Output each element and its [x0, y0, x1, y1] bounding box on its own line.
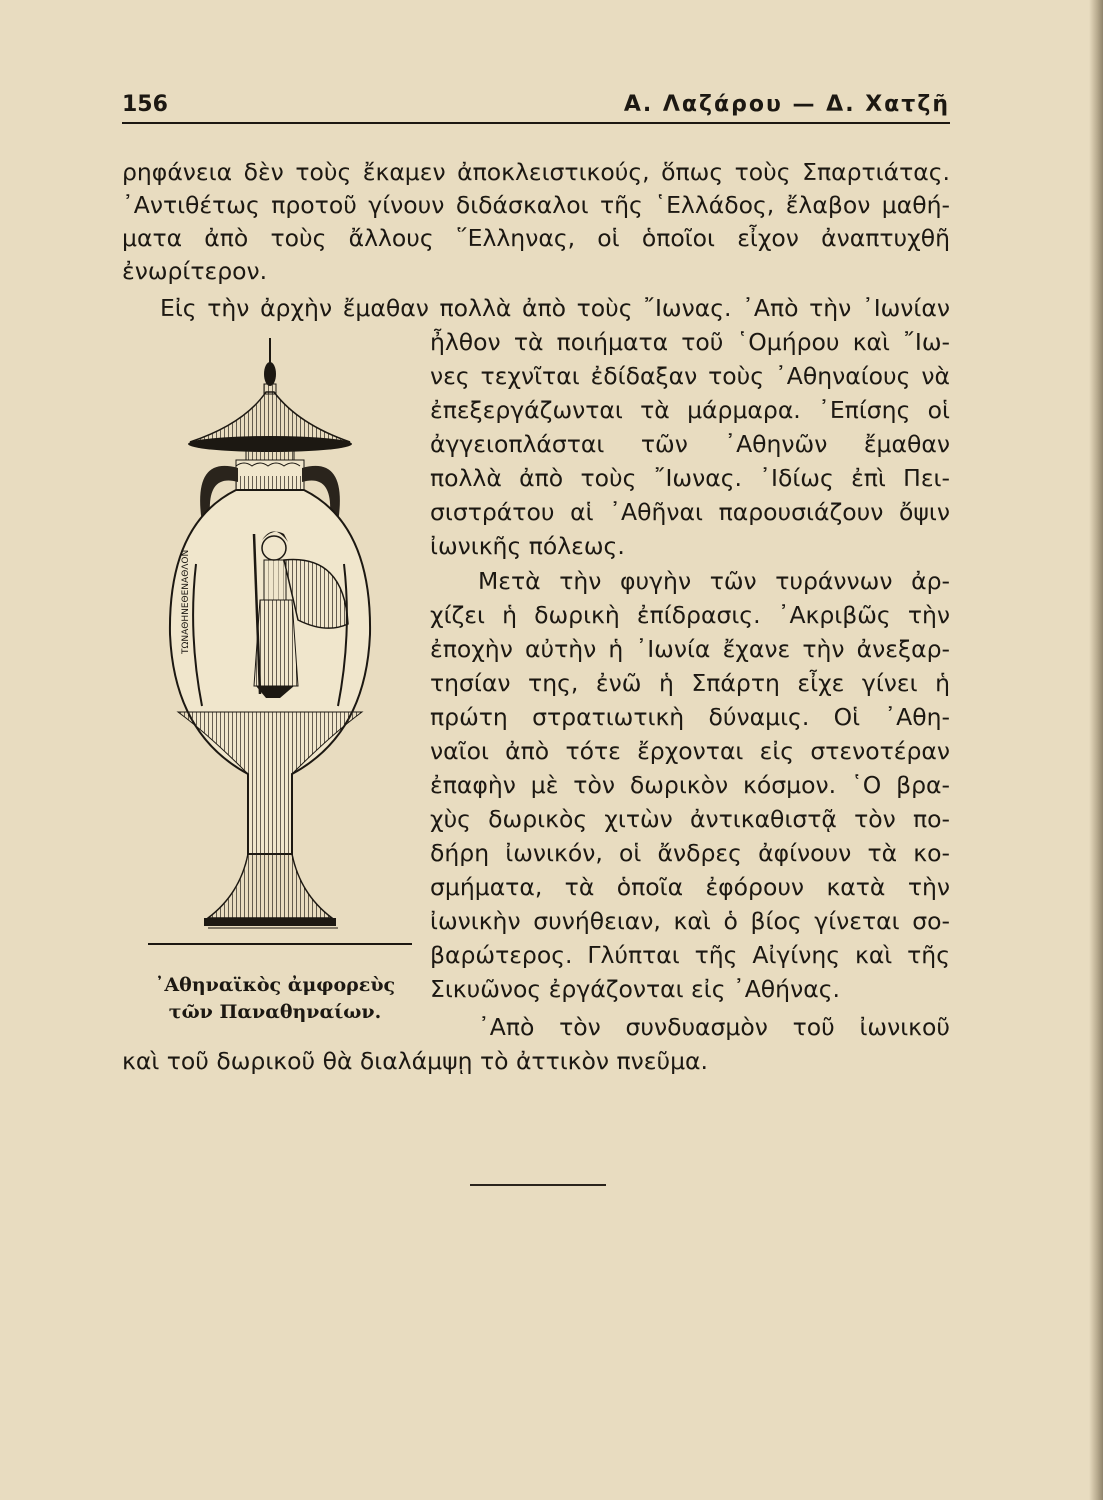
- text-line: ἐποχὴν αὐτὴν ἡ ᾿Ιωνία ἔχανε τὴν ἀνεξαρ-: [430, 635, 950, 663]
- text-line: ἦλθον τὰ ποιήματα τοῦ ῾Ομήρου καὶ ῎Ιω-: [430, 328, 950, 356]
- page-header: [122, 92, 950, 122]
- header-rule: [122, 122, 950, 124]
- figure-caption: [130, 972, 420, 1026]
- section-divider: [470, 1184, 606, 1186]
- text-line: Μετὰ τὴν φυγὴν τῶν τυράννων ἀρ-: [478, 567, 950, 595]
- amphora-drawing: [148, 334, 416, 954]
- text-line: ᾿Απὸ τὸν συνδυασμὸν τοῦ ἰωνικοῦ: [478, 1013, 950, 1041]
- text-line: σμήματα, τὰ ὁποῖα ἐφόρουν κατὰ τὴν: [430, 873, 950, 901]
- text-line: ἰωνικῆς πόλεως.: [430, 532, 625, 560]
- caption-line: τῶν Παναθηναίων.: [168, 1001, 382, 1023]
- caption-line: ᾿Αθηναϊκὸς ἀμφορεὺς: [154, 974, 396, 996]
- text-line: ναῖοι ἀπὸ τότε ἔρχονται εἰς στενοτέραν: [430, 737, 950, 765]
- text-line: πρώτη στρατιωτικὴ δύναμις. Οἱ ᾿Αθη-: [430, 703, 950, 731]
- text-line: ἀγγειοπλάσται τῶν ᾿Αθηνῶν ἔμαθαν: [430, 430, 950, 458]
- text-line: ἐπαφὴν μὲ τὸν δωρικὸν κόσμον. ῾Ο βρα-: [430, 771, 950, 799]
- text-line: Εἰς τὴν ἀρχὴν ἔμαθαν πολλὰ ἀπὸ τοὺς ῎Ιωνας. ᾿Απὸ τὴν ᾿Ιωνίαν: [160, 294, 950, 322]
- page-number: 156: [122, 92, 168, 117]
- vase-inscription: ΤΩΝΑΘΗΝΕΘΕΝΑΘΛΟΝ: [181, 549, 191, 654]
- text-line: ᾿Αντιθέτως προτοῦ γίνουν διδάσκαλοι τῆς ῾Ελλάδος, ἔλαβον μαθή-: [122, 191, 950, 219]
- text-line: σιστράτου αἱ ᾿Αθῆναι παρουσιάζουν ὄψιν: [430, 498, 950, 526]
- text-line: χίζει ἡ δωρικὴ ἐπίδρασις. ᾿Ακριβῶς τὴν: [430, 601, 950, 629]
- text-line: πολλὰ ἀπὸ τοὺς ῎Ιωνας. ᾿Ιδίως ἐπὶ Πει-: [430, 464, 950, 492]
- amphora-illustration: [148, 334, 416, 954]
- text-line: ἐνωρίτερον.: [122, 257, 268, 285]
- text-line: ματα ἀπὸ τοὺς ἄλλους ῞Ελληνας, οἱ ὁποῖοι εἶχον ἀναπτυχθῆ: [122, 224, 950, 252]
- running-head: Α. Λαζάρου — Δ. Χατζῆ: [623, 92, 950, 117]
- page-edge: [1089, 0, 1103, 1500]
- text-line: ρηφάνεια δὲν τοὺς ἔκαμεν ἀποκλειστικούς, ὅπως τοὺς Σπαρτιάτας.: [122, 158, 950, 186]
- text-line: τησίαν της, ἐνῶ ἡ Σπάρτη εἶχε γίνει ἡ: [430, 669, 950, 697]
- text-line: δήρη ἰωνικόν, οἱ ἄνδρες ἀφίνουν τὰ κο-: [430, 839, 950, 867]
- text-line: χὺς δωρικὸς χιτὼν ἀντικαθιστᾷ τὸν πο-: [430, 805, 950, 833]
- text-line: καὶ τοῦ δωρικοῦ θὰ διαλάμψῃ τὸ ἀττικὸν πνεῦμα.: [122, 1047, 708, 1075]
- text-line: βαρώτερος. Γλύπται τῆς Αἰγίνης καὶ τῆς: [430, 941, 950, 969]
- text-line: νες τεχνῖται ἐδίδαξαν τοὺς ᾿Αθηναίους νὰ: [430, 362, 950, 390]
- text-line: ἰωνικὴν συνήθειαν, καὶ ὁ βίος γίνεται σο-: [430, 907, 950, 935]
- text-line: ἐπεξεργάζωνται τὰ μάρμαρα. ᾿Επίσης οἱ: [430, 396, 950, 424]
- text-line: Σικυῶνος ἐργάζονται εἰς ᾿Αθήνας.: [430, 975, 840, 1003]
